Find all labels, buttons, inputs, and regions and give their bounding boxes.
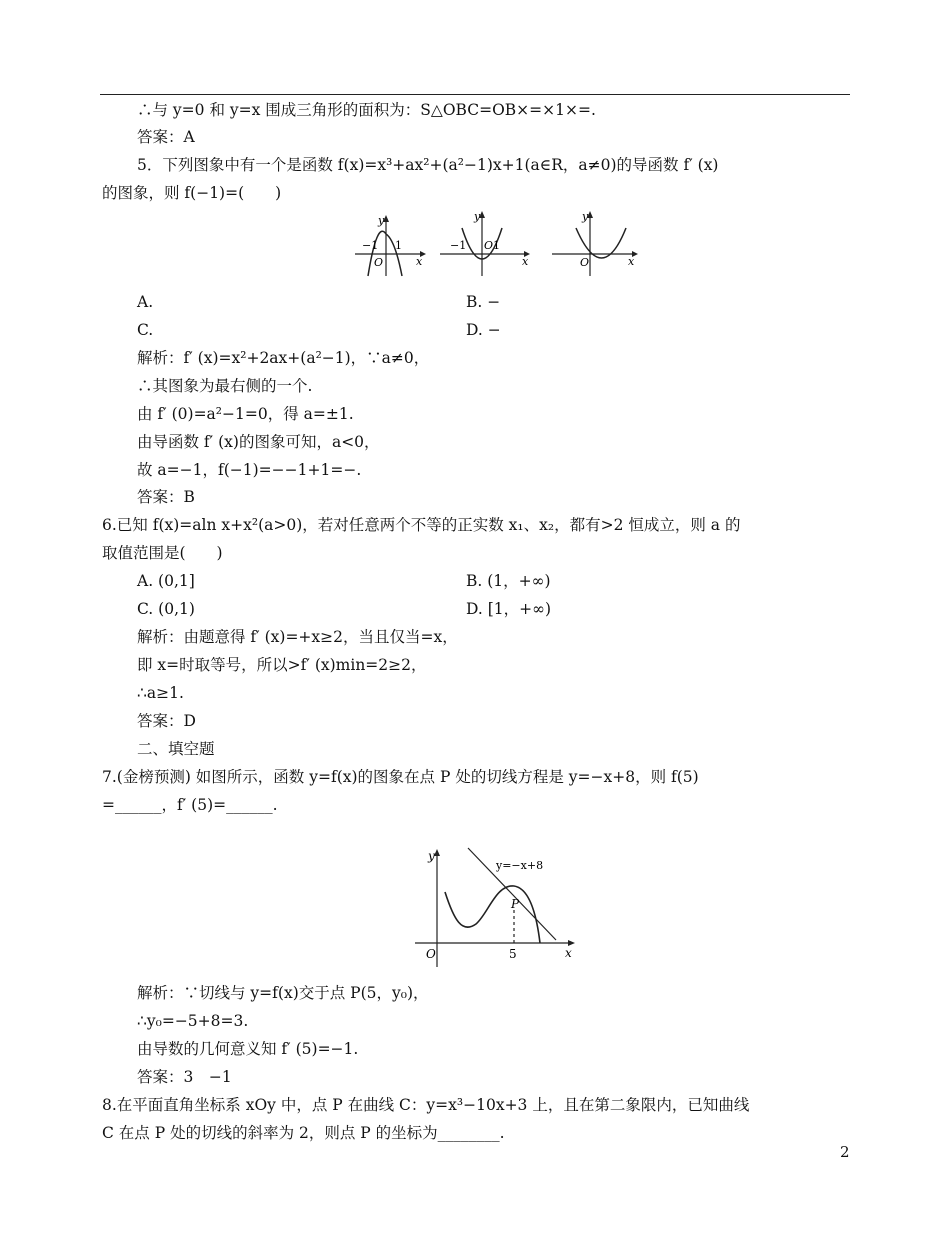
- question-5-cont: 的图象，则 f(−1)=( ): [102, 184, 282, 202]
- question-7: 7.(金榜预测) 如图所示，函数 y=f(x)的图象在点 P 处的切线方程是 y=−x+8，则 f(5): [102, 768, 699, 786]
- g1-m1: −1: [362, 239, 379, 252]
- g1-p1: 1: [395, 239, 402, 252]
- g2-y-label: y: [474, 210, 481, 223]
- fig2-line-label: y=−x+8: [496, 859, 544, 872]
- analysis-line: 由导数的几何意义知 f′ (5)=−1.: [137, 1040, 359, 1058]
- analysis-line: 解析：由题意得 f′ (x)=+x≥2，当且仅当=x，: [137, 628, 458, 646]
- g1-x: x: [416, 255, 423, 268]
- option-a: A. (0,1]: [137, 572, 195, 590]
- option-a: A.: [137, 293, 154, 311]
- g3-y: y: [582, 210, 589, 223]
- g2-x: x: [522, 255, 529, 268]
- question-7-cont: =______，f′ (5)=______.: [102, 796, 278, 814]
- fig2-p: P: [511, 897, 520, 911]
- option-d: D. −: [466, 321, 501, 339]
- analysis-line: 由导函数 f′ (x)的图象可知，a<0，: [137, 433, 380, 451]
- fig2-y: y: [428, 849, 435, 863]
- analysis-line: 即 x=时取等号，所以>f′ (x)min=2≥2，: [137, 656, 427, 674]
- answer-line: 答案：B: [137, 488, 195, 506]
- page-number: 2: [840, 1143, 850, 1161]
- fig2-five: 5: [509, 947, 517, 961]
- analysis-line: 由 f′ (0)=a²−1=0，得 a=±1.: [137, 405, 354, 423]
- question-5: 5．下列图象中有一个是函数 f(x)=x³+ax²+(a²−1)x+1(a∈R，a≠0)的导函数 f′ (x): [137, 156, 719, 174]
- analysis-line: 解析：∵切线与 y=f(x)交于点 P(5，y₀)，: [137, 984, 429, 1002]
- analysis-line: ∴y₀=−5+8=3.: [137, 1012, 249, 1030]
- g2-p1: 1: [493, 239, 500, 252]
- fig2-x: x: [565, 946, 572, 960]
- question-8-cont: C 在点 P 处的切线的斜率为 2，则点 P 的坐标为________.: [102, 1124, 505, 1142]
- analysis-line: ∴其图象为最右侧的一个.: [137, 377, 313, 395]
- graph-3: [552, 211, 638, 276]
- g3-o: O: [580, 256, 590, 269]
- g1-o: O: [374, 256, 384, 269]
- g1-y: y: [378, 214, 385, 227]
- answer-line: 答案：3 −1: [137, 1068, 232, 1086]
- option-c: C.: [137, 321, 154, 339]
- option-c: C. (0,1): [137, 600, 195, 618]
- answer-line: 答案：A: [137, 128, 195, 146]
- option-d: D. [1，+∞): [466, 600, 552, 618]
- fig2-o: O: [426, 947, 436, 961]
- option-b: B. −: [466, 293, 501, 311]
- g2-m1: −1: [450, 239, 467, 252]
- analysis-line: ∴a≥1.: [137, 684, 184, 702]
- question-6: 6.已知 f(x)=aln x+x²(a>0)，若对任意两个不等的正实数 x₁、x₂，都有>2 恒成立，则 a 的: [102, 516, 741, 534]
- analysis-line: 解析：f′ (x)=x²+2ax+(a²−1)，∵a≠0，: [137, 349, 430, 367]
- g3-x: x: [628, 255, 635, 268]
- section-heading: 二、填空题: [137, 740, 215, 758]
- g2-o: O: [484, 239, 494, 252]
- answer-line: 答案：D: [137, 712, 196, 730]
- analysis-line: 故 a=−1，f(−1)=−−1+1=−.: [137, 461, 362, 479]
- option-b: B. (1，+∞): [466, 572, 551, 590]
- question-8: 8.在平面直角坐标系 xOy 中，点 P 在曲线 C：y=x³−10x+3 上，且在第二象限内，已知曲线: [102, 1096, 750, 1114]
- question-6-cont: 取值范围是( ): [102, 544, 223, 562]
- figure-tangent-graph: [410, 840, 590, 975]
- text-line: ∴与 y=0 和 y=x 围成三角形的面积为：S△OBC=OB×=×1×=.: [137, 101, 596, 119]
